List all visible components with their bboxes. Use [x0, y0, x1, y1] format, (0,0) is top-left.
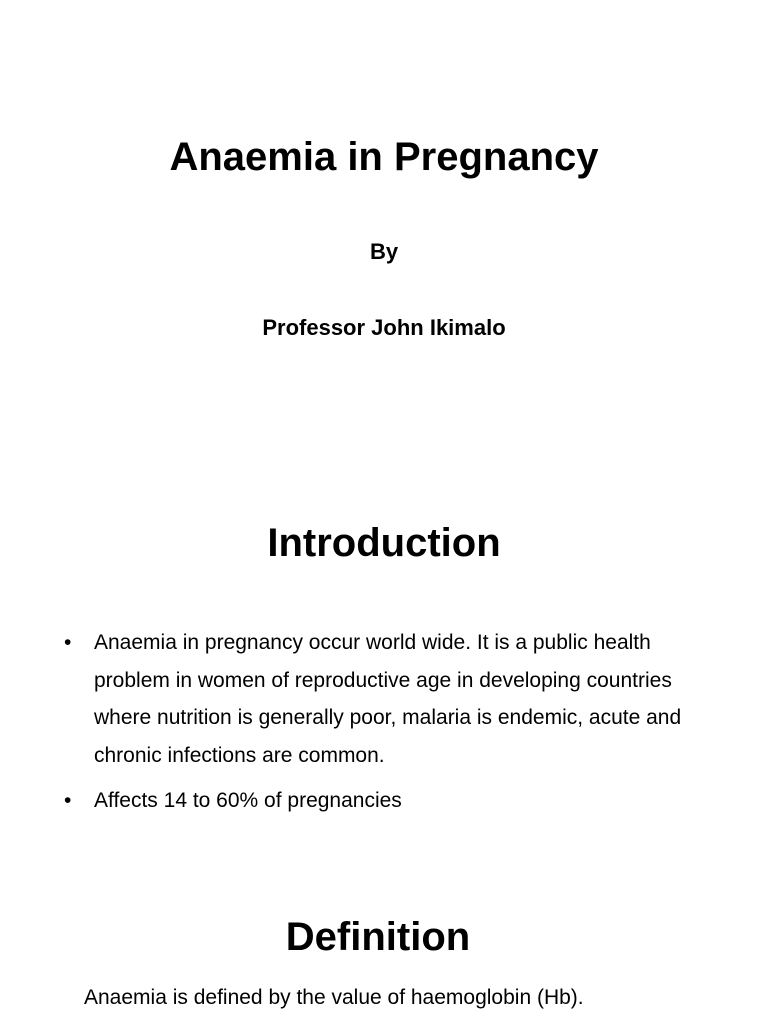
by-line: By [369, 239, 399, 264]
bullet-icon: • [64, 631, 72, 654]
introduction-bullet-list [60, 624, 700, 828]
bullet-item [60, 624, 700, 774]
introduction-heading: Introduction [267, 521, 501, 565]
bullet-text: Affects 14 to 60% of pregnancies [94, 789, 402, 812]
document-title: Anaemia in Pregnancy [169, 135, 599, 179]
bullet-icon: • [64, 789, 72, 812]
definition-heading: Definition [285, 915, 471, 959]
bullet-text: Anaemia in pregnancy occur world wide. It is a public health problem in women of reproductive age in developing countries where nutrition is generally poor, malaria is endemic, acute and chronic infections are common. [94, 631, 682, 767]
author-name: Professor John Ikimalo [262, 315, 506, 340]
bullet-item [60, 782, 700, 820]
definition-text: Anaemia is defined by the value of haemoglobin (Hb). [84, 986, 584, 1009]
